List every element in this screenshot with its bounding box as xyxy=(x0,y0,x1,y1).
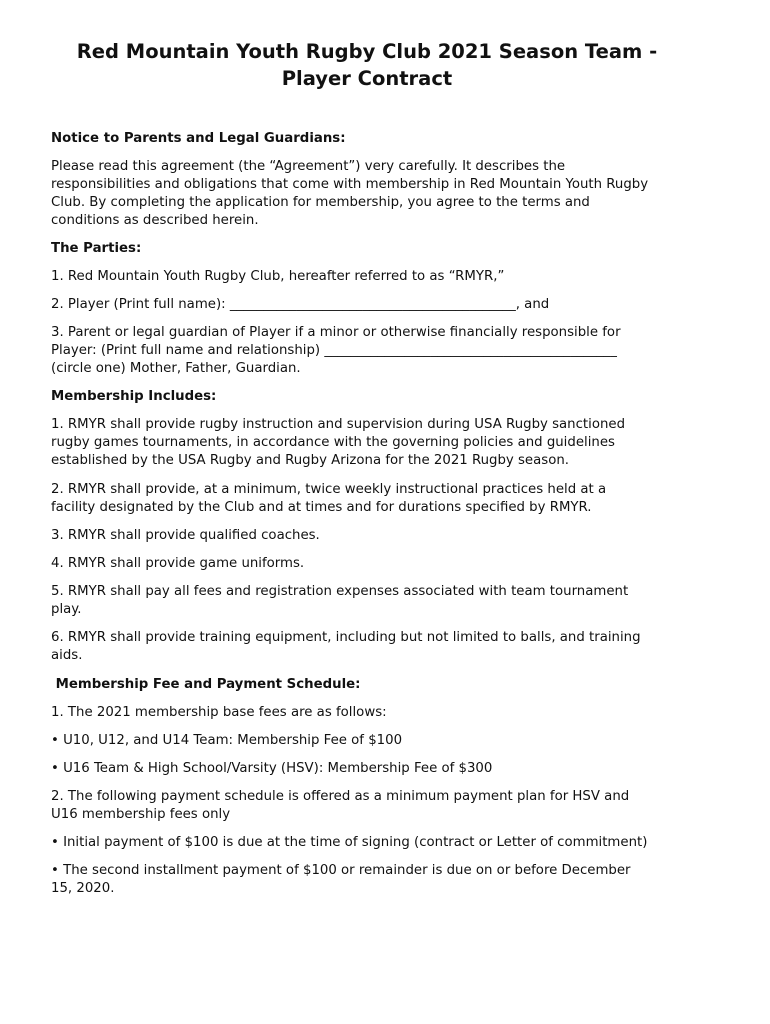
fee-item-2-line: U16 membership fees only xyxy=(51,807,231,822)
fee-second-line: 15, 2020. xyxy=(51,881,115,896)
membership-heading: Membership Includes: xyxy=(51,389,217,404)
membership-item-5-line: play. xyxy=(51,602,82,617)
membership-item-6-line: 6. RMYR shall provide training equipment, including but not limited to balls, and training xyxy=(51,630,641,645)
membership-item-3 xyxy=(51,527,683,545)
document-title xyxy=(51,38,683,92)
fee-item-1-text: 1. The 2021 membership base fees are as follows: xyxy=(51,705,387,720)
notice-line: Please read this agreement (the “Agreement”) very carefully. It describes the xyxy=(51,159,566,174)
membership-item-4-text: 4. RMYR shall provide game uniforms. xyxy=(51,556,305,571)
party-3-guardian-field xyxy=(51,324,683,378)
membership-item-5 xyxy=(51,583,683,619)
title-line-2: Player Contract xyxy=(281,67,453,90)
fee-initial-payment xyxy=(51,834,683,852)
membership-item-2 xyxy=(51,481,683,517)
membership-item-5-line: 5. RMYR shall pay all fees and registration expenses associated with team tournament xyxy=(51,584,629,599)
membership-item-2-line: facility designated by the Club and at times and for durations specified by RMYR. xyxy=(51,500,592,515)
fee-u16-hsv xyxy=(51,760,683,778)
party-3-line: (circle one) Mother, Father, Guardian. xyxy=(51,361,301,376)
party-3-line: 3. Parent or legal guardian of Player if a minor or otherwise financially responsible for xyxy=(51,325,621,340)
fee-item-2-line: 2. The following payment schedule is offered as a minimum payment plan for HSV and xyxy=(51,789,630,804)
membership-item-2-line: 2. RMYR shall provide, at a minimum, twice weekly instructional practices held at a xyxy=(51,482,607,497)
party-2-player-name-field xyxy=(51,296,683,314)
fee-heading: Membership Fee and Payment Schedule: xyxy=(51,677,361,692)
fee-second-installment xyxy=(51,862,683,898)
membership-item-6 xyxy=(51,629,683,665)
party-1 xyxy=(51,268,683,286)
membership-item-1 xyxy=(51,416,683,470)
fee-u10-u14 xyxy=(51,732,683,750)
membership-item-4 xyxy=(51,555,683,573)
parties-heading: The Parties: xyxy=(51,241,142,256)
fee-item-2 xyxy=(51,788,683,824)
notice-line: Club. By completing the application for membership, you agree to the terms and xyxy=(51,195,590,210)
party-3-line: Player: (Print full name and relationship) ____________________________________________ xyxy=(51,343,617,358)
notice-line: conditions as described herein. xyxy=(51,213,259,228)
contract-page xyxy=(51,38,683,896)
membership-item-1-line: rugby games tournaments, in accordance with the governing policies and guidelines xyxy=(51,435,615,450)
fee-u10-text: • U10, U12, and U14 Team: Membership Fee of $100 xyxy=(51,733,403,748)
membership-item-3-text: 3. RMYR shall provide qualified coaches. xyxy=(51,528,320,543)
party-2-text: 2. Player (Print full name): ___________________________________________, and xyxy=(51,297,550,312)
membership-item-1-line: 1. RMYR shall provide rugby instruction and supervision during USA Rugby sanctioned xyxy=(51,417,626,432)
membership-item-1-line: established by the USA Rugby and Rugby Arizona for the 2021 Rugby season. xyxy=(51,453,569,468)
notice-heading: Notice to Parents and Legal Guardians: xyxy=(51,131,346,146)
party-1-text: 1. Red Mountain Youth Rugby Club, hereafter referred to as “RMYR,” xyxy=(51,269,505,284)
membership-item-6-line: aids. xyxy=(51,648,83,663)
fee-u16-text: • U16 Team & High School/Varsity (HSV): Membership Fee of $300 xyxy=(51,761,493,776)
fee-initial-text: • Initial payment of $100 is due at the time of signing (contract or Letter of commitment) xyxy=(51,835,648,850)
title-line-1: Red Mountain Youth Rugby Club 2021 Season Team - xyxy=(76,40,658,63)
notice-line: responsibilities and obligations that come with membership in Red Mountain Youth Rugby xyxy=(51,177,649,192)
notice-paragraph xyxy=(51,158,683,230)
fee-second-line: • The second installment payment of $100 or remainder is due on or before December xyxy=(51,863,631,878)
fee-item-1 xyxy=(51,704,683,722)
